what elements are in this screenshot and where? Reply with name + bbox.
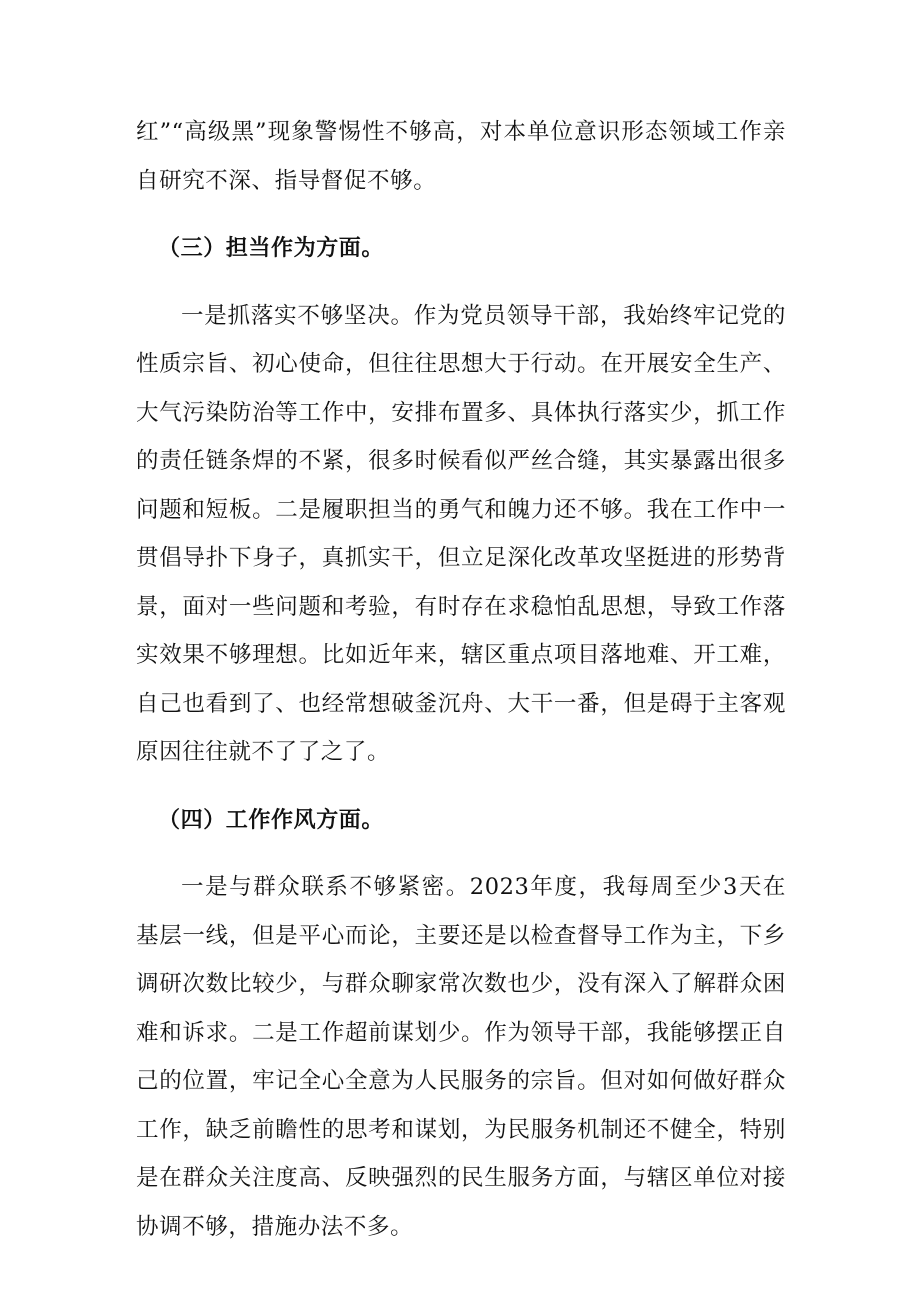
section-heading-3: （三）担当作为方面。 <box>158 236 385 261</box>
paragraph-continuation: 红”“高级黑”现象警惕性不够高，对本单位意识形态领域工作亲自研究不深、指导督促不够。 <box>136 119 786 194</box>
paragraph-work-style: 一是与群众联系不够紧密。2023年度，我每周至少3天在基层一线，但是平心而论，主要还是以检查督导工作为主，下乡调研次数比较少，与群众聊家常次数也少，没有深入了解群众困难和诉求。二是工作超前谋划少。作为领导干部，我能够摆正自己的位置，牢记全心全意为人民服务的宗旨。但对如何做好群众工作，缺乏前瞻性的思考和谋划，为民服务机制还不健全，特别是在群众关注度高、反映强烈的民生服务方面，与辖区单位对接协调不够，措施办法不多。 <box>136 874 786 1240</box>
section-heading-4: （四）工作作风方面。 <box>158 807 385 833</box>
document-body <box>136 108 786 1251</box>
paragraph-responsibility: 一是抓落实不够坚决。作为党员领导干部，我始终牢记党的性质宗旨、初心使命，但往往思想大于行动。在开展安全生产、大气污染防治等工作中，安排布置多、具体执行落实少，抓工作的责任链条焊的不紧，很多时候看似严丝合缝，其实暴露出很多问题和短板。二是履职担当的勇气和魄力还不够。我在工作中一贯倡导扑下身子，真抓实干，但立足深化改革攻坚挺进的形势背景，面对一些问题和考验，有时存在求稳怕乱思想，导致工作落实效果不够理想。比如近年来，辖区重点项目落地难、开工难，自己也看到了、也经常想破釜沉舟、大干一番，但是碍于主客观原因往往就不了了之了。 <box>136 302 786 765</box>
